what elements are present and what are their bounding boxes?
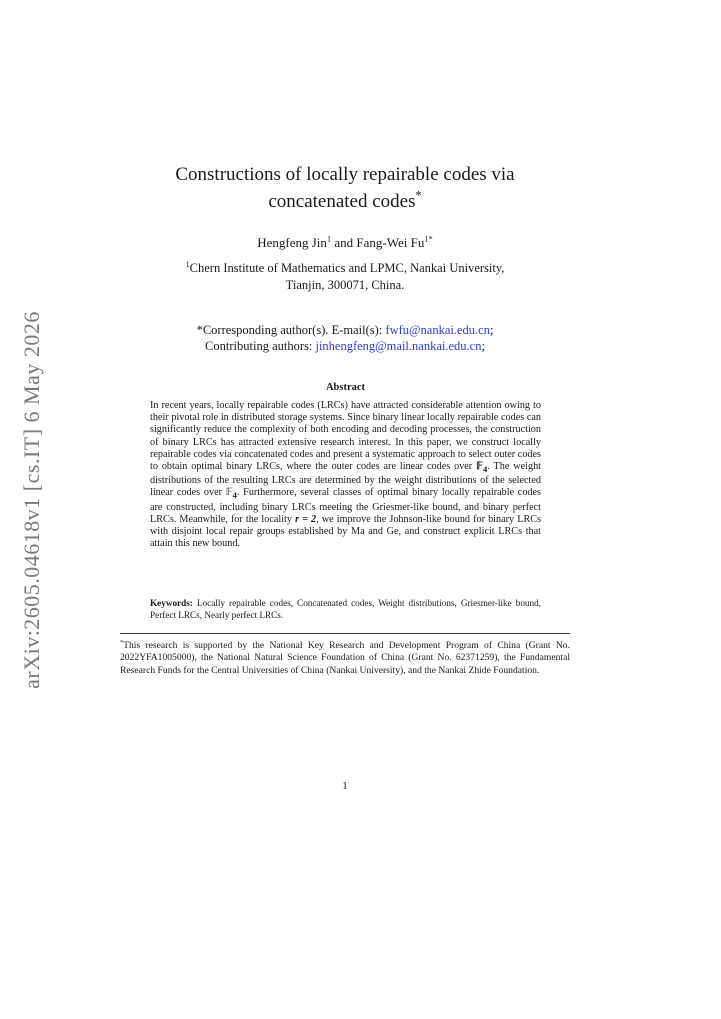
affiliation-line-1-text: Chern Institute of Mathematics and LPMC, Nankai University, — [189, 261, 505, 275]
contact-info — [120, 322, 570, 354]
title-line-2-text: concatenated codes — [268, 191, 416, 212]
field-symbol: 𝔽 — [476, 461, 483, 473]
affiliation — [120, 260, 570, 294]
footnote-text: This research is supported by the National Key Research and Development Program of China (Grant No. 2022YFA1005000), the National Natural Science Foundation of China (Grant No. 62371259), the Fundamental Research Funds for the Central Universities of China (Nankai University), and the Nankai Zhide Foundation. — [120, 640, 570, 676]
footnote-rule — [120, 633, 570, 634]
abstract-heading: Abstract — [325, 382, 366, 393]
abstract-part-1: In recent years, locally repairable codes (LRCs) have attracted considerable attention owing to their pivotal role in distributed storage systems. Since binary linear locally repairable codes can significantly reduce the complexity of both encoding and decoding processes, the construction of binary LRCs has attracted extensive research interest. In this paper, we construct locally repairable codes via concatenated codes and present a systematic approach to select outer codes to obtain optimal binary LRCs, where the outer codes are linear codes over — [150, 400, 541, 473]
author-2-affil: 1* — [424, 233, 433, 244]
keywords-label: Keywords: — [150, 598, 193, 608]
title-line-1: Constructions of locally repairable codes via — [175, 164, 515, 185]
paper-title — [120, 161, 570, 215]
affiliation-mark: 1 — [185, 259, 190, 269]
affiliation-line-2: Tianjin, 300071, China. — [285, 278, 405, 292]
field-symbol-2: 𝔽 — [225, 487, 233, 499]
author-2: Fang-Wei Fu — [356, 235, 425, 250]
abstract-part-2: . The weight distributions of the resulting LRCs are determined by the weight distributions of the selected linear codes over — [150, 461, 541, 499]
contributing-email-link[interactable]: jinhengfeng@mail.nankai.edu.cn — [315, 339, 482, 353]
affiliation-line-1 — [120, 260, 570, 277]
field-subscript: 4 — [482, 464, 488, 475]
title-footnote-mark: * — [415, 188, 422, 203]
title-line-2 — [120, 188, 570, 215]
abstract-body — [150, 400, 541, 551]
keywords — [150, 598, 541, 621]
footnote-mark: * — [120, 638, 124, 646]
contributing-end: ; — [481, 339, 485, 353]
contributing-label: Contributing authors: — [205, 339, 316, 353]
contributing-line — [120, 338, 570, 354]
locality-value: r = 2 — [295, 513, 317, 525]
author-and: and — [331, 235, 357, 250]
corresponding-label: *Corresponding author(s). E-mail(s): — [196, 323, 386, 337]
keywords-text: Locally repairable codes, Concatenated codes, Weight distributions, Griesmer-like bound, Perfect LRCs, Nearly perfect LRCs. — [150, 598, 541, 620]
arxiv-side-banner: arXiv:2605.04618v1 [cs.IT] 6 May 2026 — [19, 311, 44, 689]
abstract-part-3: . Furthermore, several classes of optimal binary locally repairable codes are constructed, including binary LRCs meeting the Griesmer-like bound, and binary perfect LRCs. Meanwhile, for the locality — [150, 487, 541, 525]
abstract-part-4: , we improve the Johnson-like bound for binary LRCs with disjoint local repair groups established by Ma and Ge, and construct explicit LRCs that attain this new bound. — [150, 513, 541, 550]
author-list — [120, 234, 570, 251]
corresponding-email-link[interactable]: fwfu@nankai.edu.cn — [385, 323, 490, 337]
corresponding-line — [120, 322, 570, 338]
author-1-affil: 1 — [326, 233, 332, 244]
author-1: Hengfeng Jin — [257, 235, 327, 250]
field-subscript-2: 4 — [232, 490, 237, 501]
page-number: 1 — [342, 780, 348, 792]
footnote — [120, 640, 570, 677]
corresponding-end: ; — [489, 323, 494, 337]
